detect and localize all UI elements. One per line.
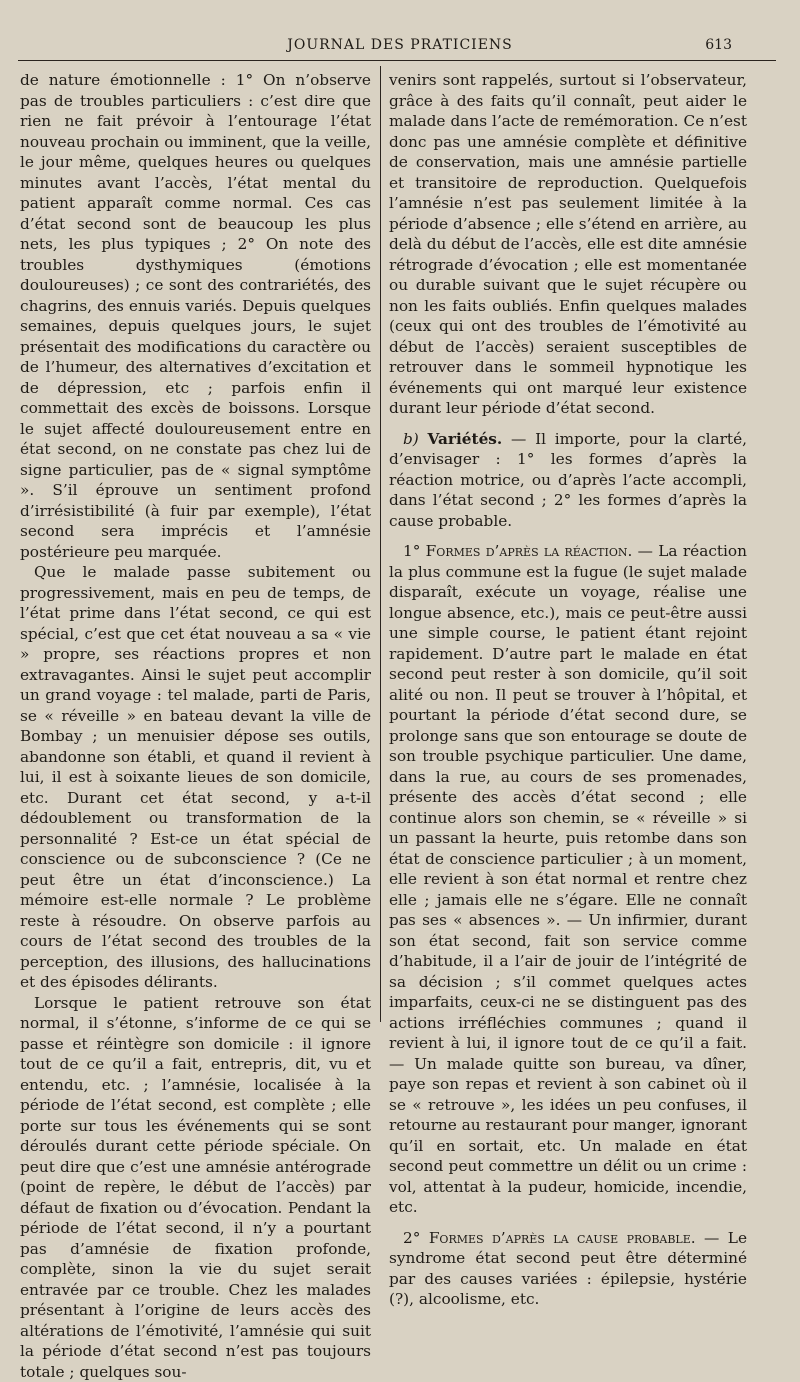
right-column [389, 70, 747, 1310]
reaction-paragraph [389, 541, 747, 1218]
left-paragraph-1: de nature émotionnelle : 1° On n’observe pas de troubles particuliers : c’est dire que rien ne fait prévoir à l’entourage l’état nouveau prochain ou imminent, que la veille, le jour même, quelques heures ou quelques minutes avant l’accès, l’état mental du patient apparaît comme normal. Ces cas d’état second sont de beaucoup les plus nets, les plus typiques ; 2° On note des troubles dysthymiques (émotions douloureuses) ; ce sont des contrariétés, des chagrins, des ennuis variés. Depuis quelques semaines, depuis quelques jours, le sujet présentait des modifications du caractère ou de l’humeur, des alternatives d’excitation et de dépression, etc ; parfois enfin il commettait des excès de boissons. Lorsque le sujet affecté douloureusement entre en état second, on ne constate pas chez lui de signe particulier, pas de « signal symptôme ». S’il éprouve un sentiment profond d’irrésistibilité (à fuir par exemple), l’état second sera imprécis et l’amnésie postérieure peu marquée. [20, 70, 371, 562]
header-rule [18, 60, 776, 61]
left-paragraph-2: Que le malade passe subitement ou progressivement, mais en peu de temps, de l’état prime dans l’état second, ce qui est spécial, c’est que cet état nouveau a sa « vie » propre, ses réactions propres et non extravagantes. Ainsi le sujet peut accomplir un grand voyage : tel malade, parti de Paris, se « réveille » en bateau devant la ville de Bombay ; un menuisier dépose ses outils, abandonne son établi, et quand il revient à lui, il est à soixante lieues de son domicile, etc. Durant cet état second, y a-t-il dédoublement ou transformation de la personnalité ? Est-ce un état spécial de conscience ou de subconscience ? (Ce ne peut être un état d’inconscience.) La mémoire est-elle normale ? Le problème reste à résoudre. On observe parfois au cours de l’état second des troubles de la perception, des illusions, des hallucinations et des épisodes délirants. [20, 562, 371, 993]
reaction-heading: 1° Formes d’après la réaction. [403, 542, 632, 560]
right-paragraph-1: venirs sont rappelés, surtout si l’observateur, grâce à des faits qu’il connaît, peut aider le malade dans l’acte de remémoration. Ce n’est donc pas une amnésie complète et définitive de conservation, mais une amnésie partielle et transitoire de reproduction. Quelquefois l’amnésie n’est pas seulement limitée à la période d’absence ; elle s’étend en arrière, au delà du début de l’accès, elle est dite amnésie rétrograde d’évocation ; elle est momentanée ou durable suivant que le sujet récupère ou non les faits oubliés. Enfin quelques malades (ceux qui ont des troubles de l’émotivité au début de l’accès) seraient susceptibles de retrouver dans le sommeil hypnotique les événements qui ont marqué leur existence durant leur période d’état second. [389, 70, 747, 419]
page-number: 613 [705, 37, 732, 53]
running-header [0, 34, 800, 58]
varietes-text: — Il importe, pour la clarté, d’envisager : 1° les formes d’après la réaction motrice, ou d’après l’acte accompli, dans l’état second ; 2° les formes d’après la cause probable. [389, 430, 747, 530]
journal-title: JOURNAL DES PRATICIENS [0, 37, 800, 53]
left-column [20, 70, 371, 1382]
left-paragraph-3: Lorsque le patient retrouve son état normal, il s’étonne, s’informe de ce qui se passe et réintègre son domicile : il ignore tout de ce qu’il a fait, entrepris, dit, vu et entendu, etc. ; l’amnésie, localisée à la période de l’état second, est complète ; elle porte sur tous les événements qui se sont déroulés durant cette période spéciale. On peut dire que c’est une amnésie antérograde (point de repère, le début de l’accès) par défaut de fixation ou d’évocation. Pendant la période de l’état second, il n’y a pourtant pas d’amnésie de fixation profonde, complète, sinon la vie du sujet serait entravée par ce trouble. Chez les malades présentant à l’origine de leurs accès des altérations de l’émotivité, l’amnésie qui suit la période d’état second n’est pas toujours totale ; quelques sou- [20, 993, 371, 1382]
varietes-paragraph [389, 429, 747, 532]
cause-heading: 2° Formes d’après la cause probable. [403, 1229, 696, 1247]
varietes-heading: Variétés. [428, 430, 503, 448]
reaction-text: — La réaction la plus commune est la fugue (le sujet malade disparaît, exécute un voyage, réalise une longue absence, etc.), mais ce peut-être aussi une simple course, le patient étant rejoint rapidement. D’autre part le malade en état second peut rester à son domicile, qu’il soit alité ou non. Il peut se trouver à l’hôpital, et pourtant la période d’état second dure, se prolonge sans que son entourage se doute de son trouble psychique particulier. Une dame, dans la rue, au cours de ses promenades, présente des accès d’état second ; elle continue alors son chemin, se « réveille » si un passant la heurte, puis retombe dans son état de conscience particulier ; à un moment, elle revient à son état normal et rentre chez elle ; jamais elle ne s’égare. Elle ne connaît pas ses « absences ». — Un infirmier, durant son état second, fait son service comme d’habitude, il a l’air de jouir de l’intégrité de sa décision ; s’il commet quelques actes imparfaits, ceux-ci ne se distinguent pas des actions irréfléchies communes ; quand il revient à lui, il ignore tout de ce qu’il a fait. — Un malade quitte son bureau, va dîner, paye son repas et revient à son cabinet où il se « retrouve », les idées un peu confuses, il retourne au restaurant pour manger, ignorant qu’il en sortait, etc. Un malade en état second peut commettre un délit ou un crime : vol, attentat à la pudeur, homicide, incendie, etc. [389, 542, 747, 1216]
cause-paragraph [389, 1228, 747, 1310]
section-letter: b) [403, 430, 428, 448]
cause-text: — Le syndrome état second peut être déterminé par des causes variées : épilepsie, hystérie (?), alcoolisme, etc. [389, 1229, 747, 1309]
column-divider [380, 66, 381, 1022]
